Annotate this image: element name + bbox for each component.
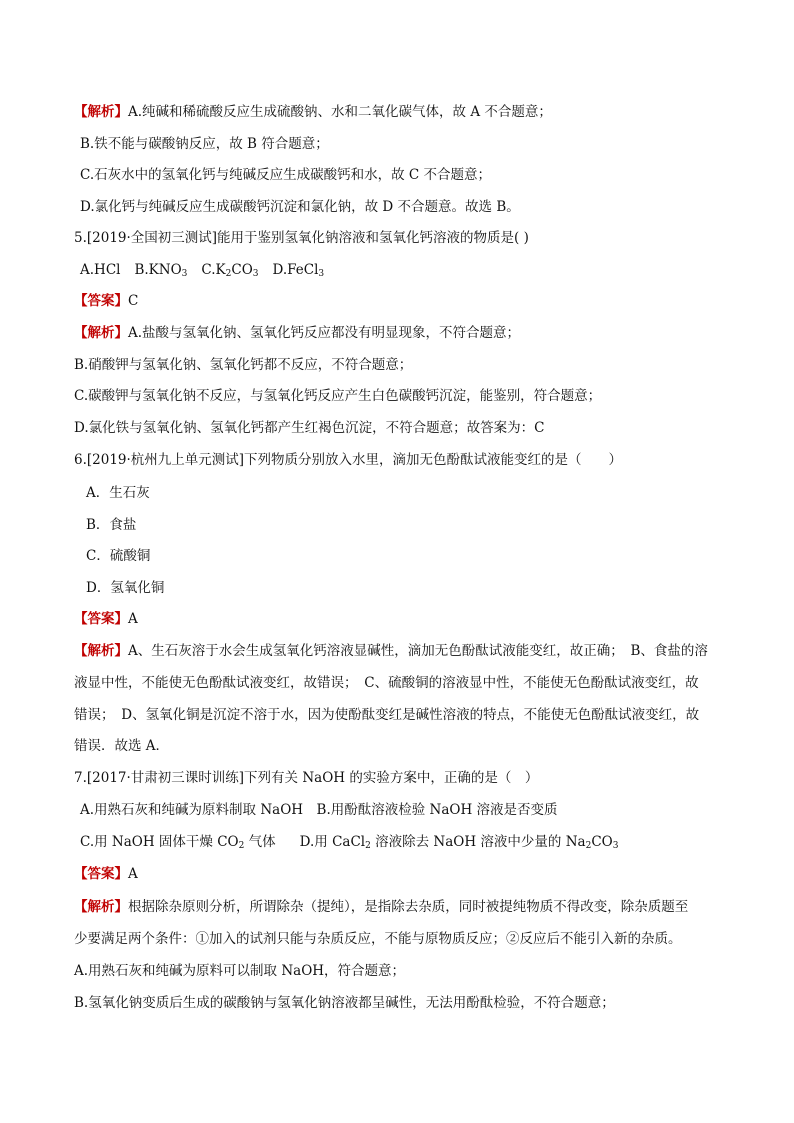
analysis-line: B.氢氧化钠变质后生成的碳酸钠与氢氧化钠溶液都呈碱性，无法用酚酞检验，不符合题意； [74, 995, 615, 1011]
analysis-line: D.氯化钙与纯碱反应生成碳酸钙沉淀和氯化钠，故 D 不合题意。故选 B。 [80, 199, 520, 215]
analysis-line: C.石灰水中的氢氧化钙与纯碱反应生成碳酸钙和水，故 C 不合题意； [80, 167, 492, 183]
answer-tag: 【答案】 [74, 611, 128, 627]
answer-line [74, 609, 138, 629]
option-c: C．硫酸铜 [86, 548, 151, 564]
analysis-line: 少要满足两个条件：①加入的试剂只能与杂质反应，不能与原物质反应；②反应后不能引入新的杂质。 [74, 931, 682, 947]
answer-value: A [128, 611, 138, 627]
analysis-line [74, 897, 688, 917]
analysis-tag: 【解析】 [74, 325, 128, 341]
analysis-text: A.纯碱和稀硫酸反应生成硫酸钠、水和二氧化碳气体，故 A 不合题意； [128, 104, 552, 120]
analysis-line: C.碳酸钾与氢氧化钠不反应，与氢氧化钙反应产生白色碳酸钙沉淀，能鉴别，符合题意； [74, 388, 602, 404]
option-c: C.用 NaOH 固体干燥 $CO_2$ 气体 [80, 834, 276, 851]
analysis-text: A、生石灰溶于水会生成氢氧化钙溶液显碱性，滴加无色酚酞试液能变红，故正确； B、食盐的溶 [128, 643, 708, 659]
answer-tag: 【答案】 [74, 866, 128, 882]
answer-value: A [128, 866, 138, 882]
option-a: A．生石灰 [86, 485, 150, 501]
option-d: D.FeCl$_3$ [272, 262, 325, 279]
analysis-line: 液显中性，不能使无色酚酞试液变红，故错误； C、硫酸铜的溶液显中性，不能使无色酚酞试液变红，故 [74, 675, 699, 691]
analysis-line: B.硝酸钾与氢氧化钠、氢氧化钙都不反应，不符合题意； [74, 357, 413, 373]
analysis-tag: 【解析】 [74, 104, 128, 120]
option-d: D．氢氧化铜 [86, 580, 165, 596]
analysis-line: 错误； D、氢氧化铜是沉淀不溶于水，因为使酚酞变红是碱性溶液的特点，不能使无色酚酞试液变红，故 [74, 707, 700, 723]
option-a: A.HCl [80, 262, 121, 278]
analysis-text: 根据除杂原则分析，所谓除杂（提纯），是指除去杂质，同时被提纯物质不得改变，除杂质题至 [128, 899, 689, 915]
analysis-line: A.用熟石灰和纯碱为原料可以制取 NaOH，符合题意； [74, 963, 406, 979]
answer-line [74, 864, 138, 884]
analysis-line: 错误．故选 A． [74, 738, 170, 754]
analysis-line: B.铁不能与碳酸钠反应，故 B 符合题意； [80, 136, 329, 152]
question-7: 7.[2017·甘肃初三课时训练]下列有关 NaOH 的实验方案中，正确的是（ ） [74, 770, 539, 786]
analysis-text: A.盐酸与氢氧化钠、氢氧化钙反应都没有明显现象，不符合题意； [128, 325, 521, 341]
option-b: $B.KNO_3$ [134, 262, 188, 279]
analysis-line [74, 641, 708, 661]
analysis-line: D.氯化铁与氢氧化钠、氢氧化钙都产生红褐色沉淀，不符合题意；故答案为：C [74, 420, 545, 436]
answer-tag: 【答案】 [74, 293, 128, 309]
analysis-line [74, 102, 552, 122]
question-6: 6.[2019·杭州九上单元测试]下列物质分别放入水里，滴加无色酚酞试液能变红的是（ ） [74, 452, 623, 468]
question-7-options-ab: A.用熟石灰和纯碱为原料制取 NaOH B.用酚酞溶液检验 NaOH 溶液是否变质 [80, 802, 558, 818]
analysis-tag: 【解析】 [74, 899, 128, 915]
option-c: $C.K_2CO_3$ [201, 262, 259, 279]
option-b: B．食盐 [86, 517, 137, 533]
answer-value: C [128, 293, 139, 309]
answer-line [74, 291, 138, 311]
question-5-options [80, 260, 324, 280]
analysis-line [74, 323, 520, 343]
option-d: D.用 CaCl$_2$ 溶液除去 NaOH 溶液中少量的 $Na_2CO_3$ [299, 834, 619, 851]
analysis-tag: 【解析】 [74, 643, 128, 659]
question-5: 5.[2019·全国初三测试]能用于鉴别氢氧化钠溶液和氢氧化钙溶液的物质是( ) [74, 230, 529, 246]
question-7-options-cd [80, 832, 618, 852]
